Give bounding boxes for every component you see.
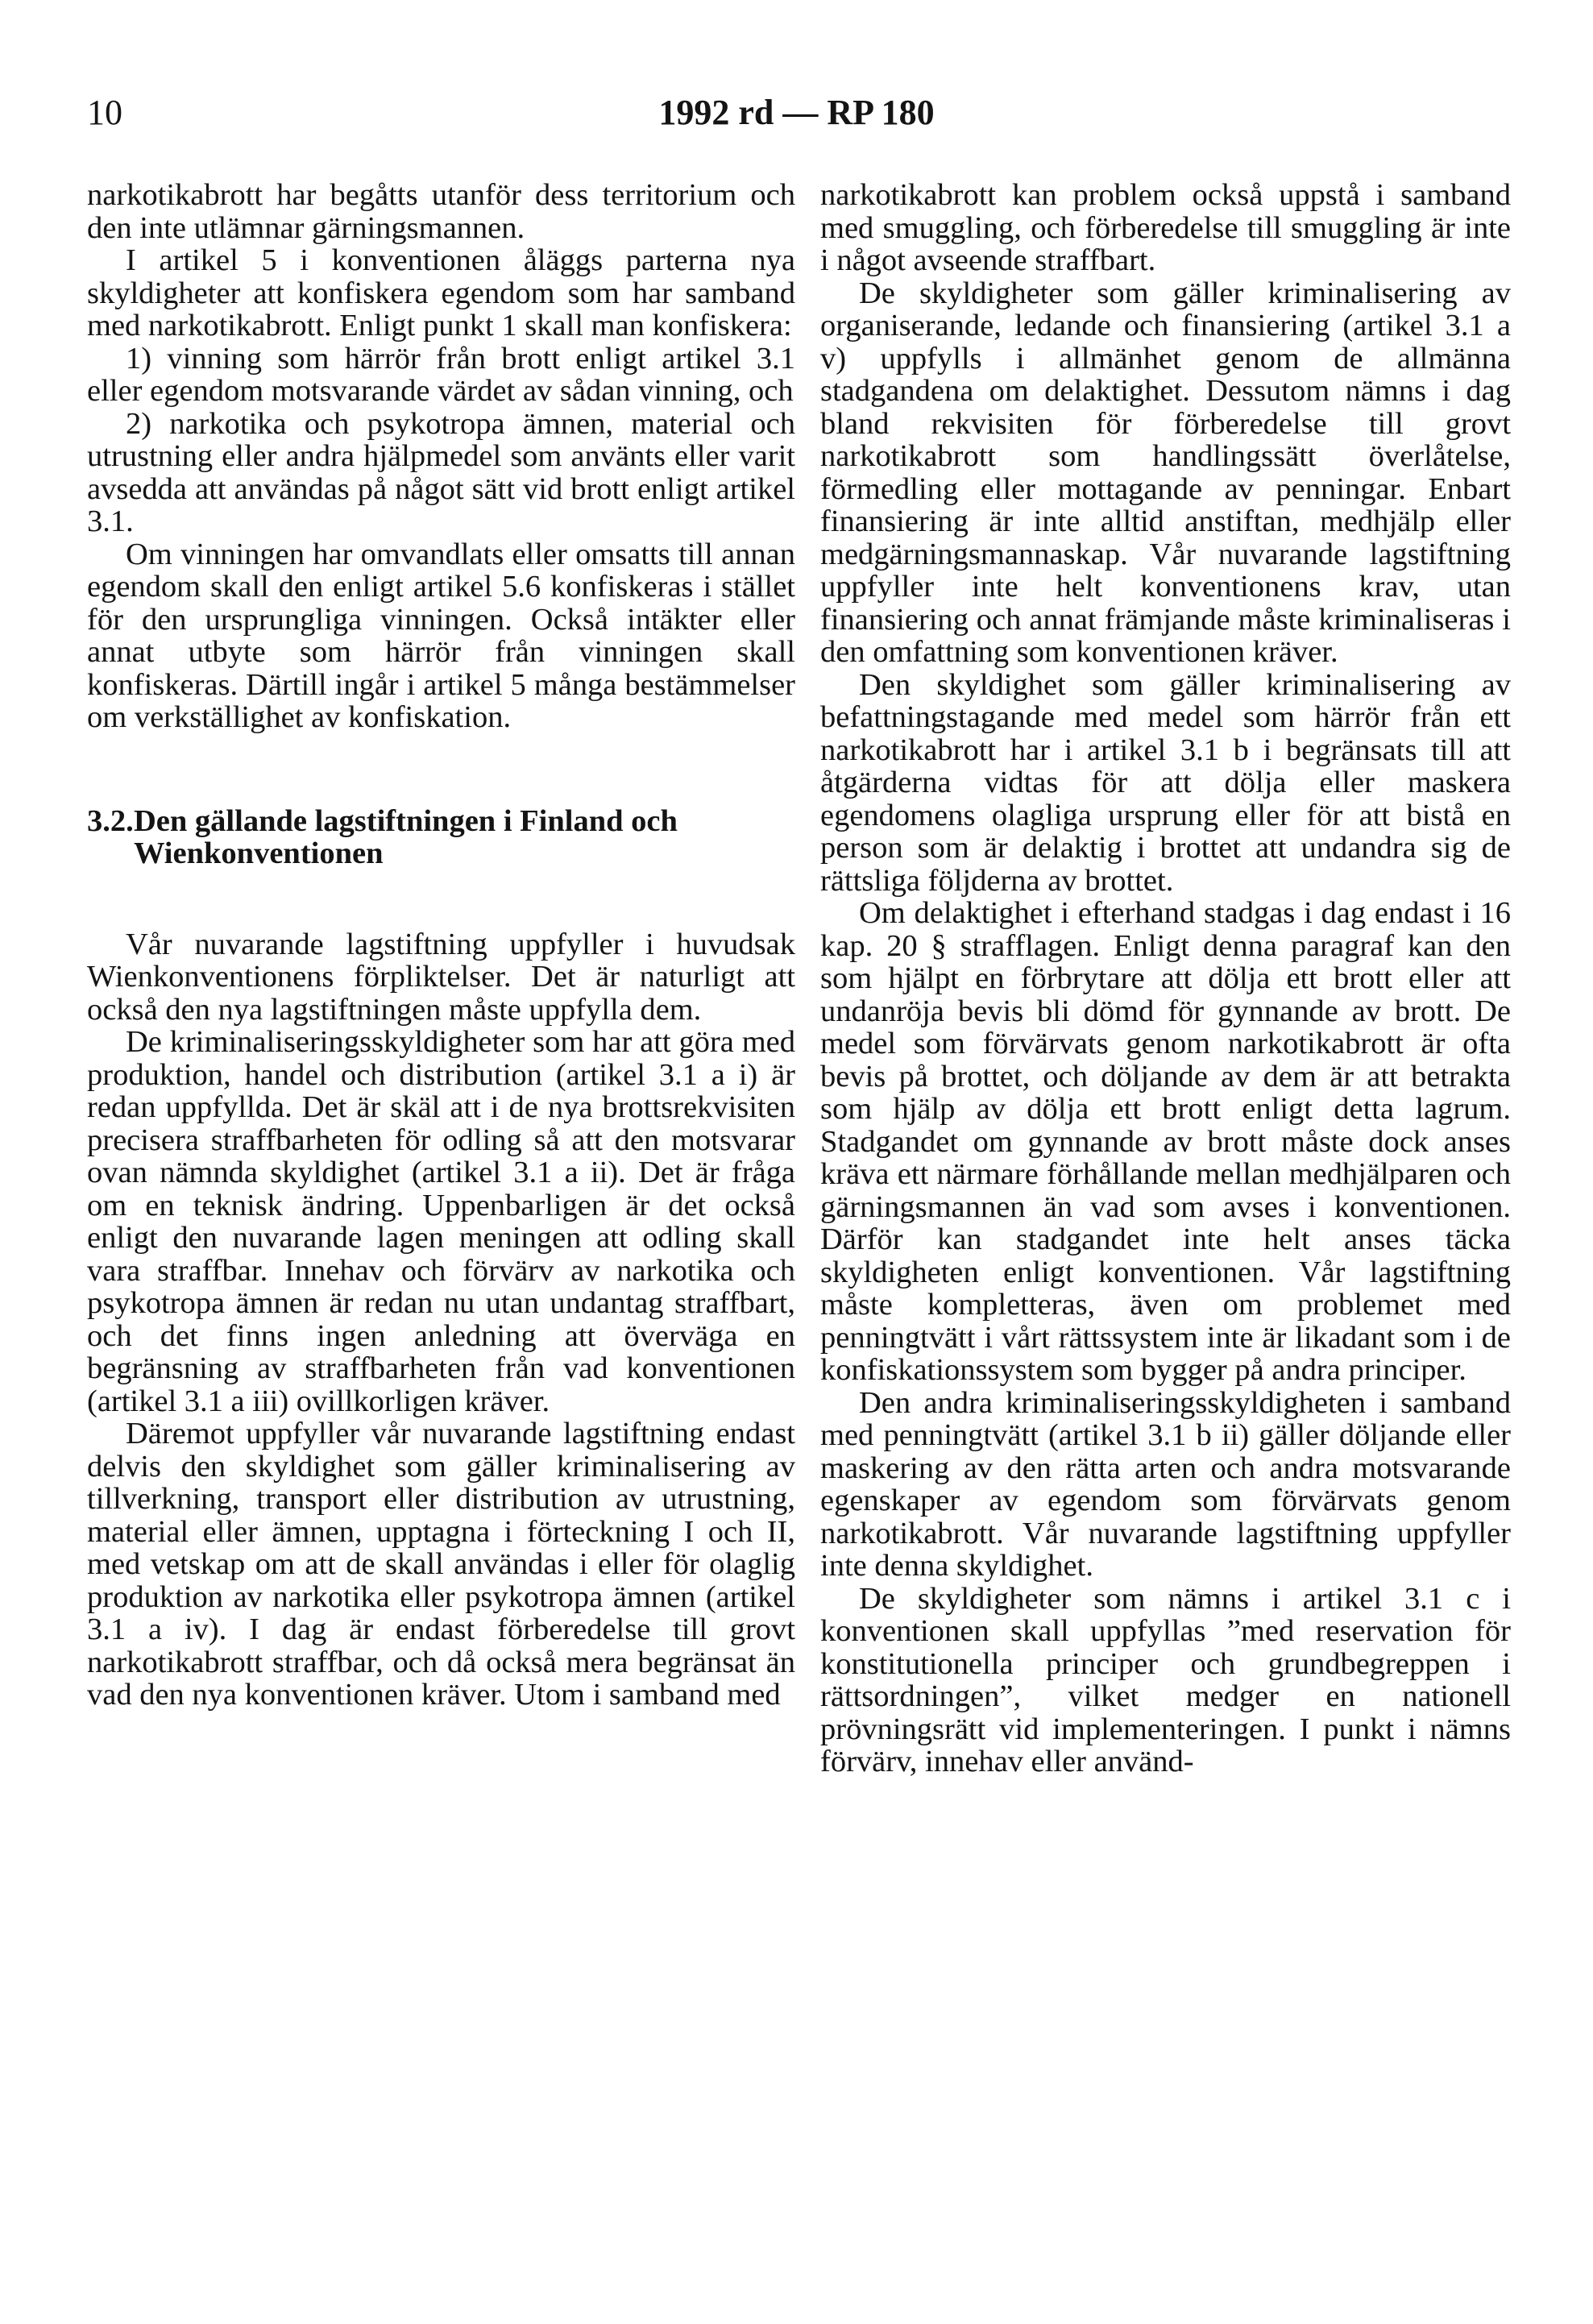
paragraph: narkotikabrott har begåtts utanför dess territorium och den inte utlämnar gärningsmannen.: [87, 178, 795, 245]
paragraph: De skyldigheter som gäller kriminalisering av organiserande, ledande och finansiering (artikel 3.1 a v) uppfylls i allmänhet genom de allmänna stadgandena om delaktighet. Dessutom nämns i dag bland rekvisiten för förberedelse till grovt narkotikabrott som handlingssätt överlåtelse, förmedling eller mottagande av penningar. Enbart finansiering är inte alltid anstiftan, medhjälp eller medgärningsmannaskap. Vår nuvarande lagstiftning uppfyller inte helt konventionens krav, utan finansiering och annat främjande måste kriminaliseras i den omfattning som konventionen kräver.: [820, 276, 1511, 669]
running-head: 1992 rd — RP 180: [658, 93, 935, 132]
paragraph: Om vinningen har omvandlats eller omsatts till annan egendom skall den enligt artikel 5.6 konfiskeras i stället för den ursprungliga vinningen. Också intäkter eller annat utbyte som härrör från vinningen skall konfiskeras. Därtill ingår i artikel 5 många bestämmelser om verkställighet av konfiskation.: [87, 537, 795, 734]
paragraph: De skyldigheter som nämns i artikel 3.1 c i konventionen skall uppfyllas ”med reservation för konstitutionella principer och grundbegreppen i rättsordningen”, vilket medger en nationell prövningsrätt vid implementeringen. I punkt i nämns förvärv, innehav eller använd-: [820, 1581, 1511, 1778]
section-title: Den gällande lagstiftningen i Finland och Wienkonventionen: [134, 803, 678, 870]
right-column: [820, 179, 1511, 1778]
paragraph: Däremot uppfyller vår nuvarande lagstiftning endast delvis den skyldighet som gäller kriminalisering av tillverkning, transport eller distribution av utrustning, material eller ämnen, upptagna i förteckning I och II, med vetskap om att de skall användas i eller för olaglig produktion av narkotika eller psykotropa ämnen (artikel 3.1 a iv). I dag är endast förberedelse till grovt narkotikabrott straffbar, och då också mera begränsat än vad den nya konventionen kräver. Utom i samband med: [87, 1417, 795, 1712]
paragraph: Den skyldighet som gäller kriminalisering av befattningstagande med medel som härrör från ett narkotikabrott har i artikel 3.1 b i begränsats till att åtgärderna vidtas för att dölja eller maskera egendomens olagliga ursprung eller för att bistå en person som är delaktig i brottet att undandra sig de rättsliga följderna av brottet.: [820, 667, 1511, 898]
section-heading: [87, 805, 795, 870]
paragraph: Vår nuvarande lagstiftning uppfyller i huvudsak Wienkonventionens förpliktelser. Det är naturligt att också den nya lagstiftningen måste uppfylla dem.: [87, 927, 795, 1027]
paragraph: De kriminaliseringsskyldigheter som har att göra med produktion, handel och distribution (artikel 3.1 a i) är redan uppfyllda. Det är skäl att i de nya brottsrekvisiten precisera straffbarheten för odling så att den motsvarar ovan nämnda skyldighet (artikel 3.1 a ii). Det är fråga om en teknisk ändring. Uppenbarligen är det också enligt den nuvarande lagen meningen att odling skall vara straffbar. Innehav och förvärv av narkotika och psykotropa ämnen är redan nu utan undantag straffbart, och det finns ingen anledning att överväga en begränsning av straffbarheten från vad konventionen (artikel 3.1 a iii) ovillkorligen kräver.: [87, 1025, 795, 1418]
page-header: [0, 0, 1593, 177]
section-number: 3.2.: [87, 803, 134, 838]
paragraph: I artikel 5 i konventionen åläggs parterna nya skyldigheter att konfiskera egendom som har samband med narkotikabrott. Enligt punkt 1 skall man konfiskera:: [87, 243, 795, 342]
list-item: 1) vinning som härrör från brott enligt artikel 3.1 eller egendom motsvarande värdet av sådan vinning, och: [87, 341, 795, 408]
paragraph: Den andra kriminaliseringsskyldigheten i samband med penningtvätt (artikel 3.1 b ii) gäller döljande eller maskering av den rätta arten och andra motsvarande egenskaper av egendom som förvärvats genom narkotikabrott. Vår nuvarande lagstiftning uppfyller inte denna skyldighet.: [820, 1385, 1511, 1583]
paragraph: Om delaktighet i efterhand stadgas i dag endast i 16 kap. 20 § strafflagen. Enligt denna paragraf kan den som hjälpt en förbrytare att dölja ett brott eller att undanröja bevis bli dömd för gynnande av brott. De medel som förvärvats genom narkotikabrott är ofta bevis på brottet, och döljande av dem är att betrakta som hjälp av dölja ett brott enligt detta lagrum. Stadgandet om gynnande av brott måste dock anses kräva ett närmare förhållande mellan medhjälparen och gärningsmannen än vad som avses i konventionen. Därför kan stadgandet inte helt anses täcka skyldigheten enligt konventionen. Vår lagstiftning måste kompletteras, även om problemet med penningtvätt i vårt rättssystem inte är likadant som i de konfiskationssystem som bygger på andra principer.: [820, 896, 1511, 1387]
paragraph: narkotikabrott kan problem också uppstå i samband med smuggling, och förberedelse till smuggling är inte i något avseende straffbart.: [820, 178, 1511, 277]
list-item: 2) narkotika och psykotropa ämnen, material och utrustning eller andra hjälpmedel som använts eller varit avsedda att användas på något sätt vid brott enligt artikel 3.1.: [87, 406, 795, 538]
page-number: 10: [87, 93, 122, 132]
left-column: [87, 179, 795, 1712]
